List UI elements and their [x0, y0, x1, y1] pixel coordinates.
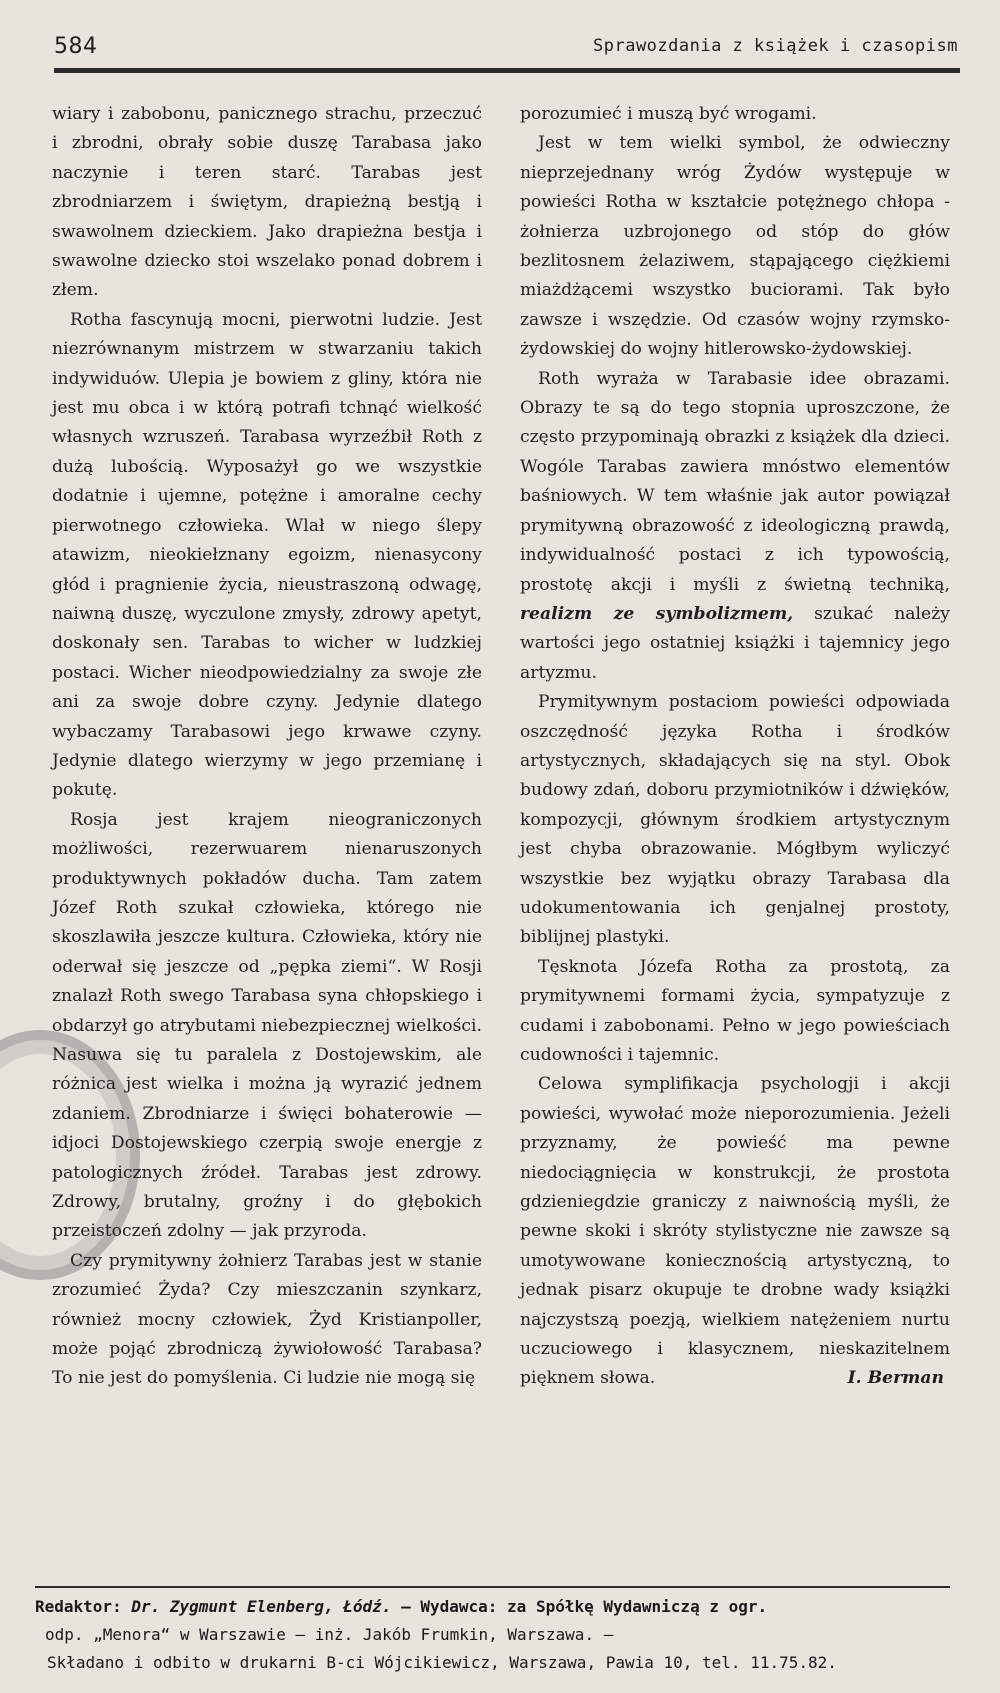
- paragraph: Prymitywnym postaciom powieści odpowiada oszczędność języka Rotha i środków artystycznych, składających się na styl. Obok budowy zdań, doboru przymiotników i dźwięków, kompozycji, głównym środkiem artystycznym jest chyba obrazowanie. Mógłbym wyliczyć wszystkie bez wyjątku obrazy Tarabasa dla udokumentowania ich genjalnej prostoty, biblijnej plastyki.: [520, 692, 950, 948]
- paragraph-text: szukać należy wartości jego ostatniej książki i tajemnicy jego artyzmu.: [520, 603, 950, 683]
- author-signature: I. Berman: [847, 1368, 944, 1389]
- paragraph: Rotha fascynują mocni, pierwotni ludzie. Jest niezrównanym mistrzem w stwarzaniu takich indywiduów. Ulepia je bowiem z gliny, która nie jest mu obca i w którą potrafi tchnąć wielkość własnych wzruszeń. Tarabasa wyrzeźbił Roth z dużą lubością. Wyposażył go we wszystkie dodatnie i ujemne, potężne i amoralne cechy pierwotnego człowieka. Wlał w niego ślepy atawizm, nieokiełznany egoizm, nienasycony głód i pragnienie życia, nieustraszoną odwagę, naiwną duszę, wyczulone zmysły, zdrowy apetyt, doskonały sen. Tarabas to wicher w ludzkiej postaci. Wicher nieodpowiedzialny za swoje złe ani za swoje dobre czyny. Jedynie dlatego wybaczamy Tarabasowi jego krwawe czyny. Jedynie dlatego wierzymy w jego przemianę i pokutę.: [52, 309, 482, 801]
- paragraph: Celowa symplifikacja psychologji i akcji powieści, wywołać może nieporozumienia. Jeżeli przyznamy, że powieść ma pewne niedociągnięcia w konstrukcji, że prostota gdzieniegdzie graniczy z naiwnością myśli, że pewne skoki i skróty stylistyczne nie zawsze są umotywowane koniecznością artystyczną, to jednak pisarz okupuje te drobne wady książki najczystszą poezją, wielkiem natężeniem nurtu uczuciowego i klasycznem, nieskazitelnem pięknem słowa.: [520, 1074, 950, 1389]
- paragraph: porozumieć i muszą być wrogami.: [520, 104, 817, 124]
- page-header: [54, 34, 958, 64]
- publisher-text: — Wydawca: za Spółkę Wydawniczą z ogr.: [401, 1597, 768, 1616]
- footer-line-printer: Składano i odbito w drukarni B-ci Wójcikiewicz, Warszawa, Pawia 10, tel. 11.75.82.: [47, 1653, 837, 1672]
- paragraph: Jest w tem wielki symbol, że odwieczny nieprzejednany wróg Żydów występuje w powieści Rotha w kształcie potężnego chłopa - żołnierza uzbrojonego od stóp do głów bezlitosnem żelaziwem, stąpającego ciężkiemi miażdżącemi wszystko buciorami. Tak było zawsze i wszędzie. Od czasów wojny rzymsko-żydowskiej do wojny hitlerowsko-żydowskiej.: [520, 133, 950, 360]
- emphasis-text: realizm ze symbolizmem,: [520, 603, 794, 624]
- paragraph: Rosja jest krajem nieograniczonych możliwości, rezerwuarem nienaruszonych produktywnych pokładów ducha. Tam zatem Józef Roth szukał człowieka, którego nie skoszlawiła jeszcze kultura. Człowieka, który nie oderwał się jeszcze od „pępka ziemi“. W Rosji znalazł Roth swego Tarabasa syna chłopskiego i obdarzył go atrybutami niebezpiecznej wielkości. Nasuwa się tu paralela z Dostojewskim, ale różnica jest wielka i można ją wyrazić jednem zdaniem. Zbrodniarze i święci bohaterowie — idjoci Dostojewskiego czerpią swoje energje z patologicznych źródeł. Tarabas jest zdrowy. Zdrowy, brutalny, groźny i do głębokich przeistoczeń zdolny — jak przyroda.: [52, 809, 482, 1242]
- running-head: Sprawozdania z książek i czasopism: [593, 36, 958, 56]
- paragraph: Czy prymitywny żołnierz Tarabas jest w stanie zrozumieć Żyda? Czy mieszczanin szynkarz, również mocny człowiek, Żyd Kristianpoller, może pojąć zbrodniczą żywiołowość Tarabasa? To nie jest do pomyślenia. Ci ludzie nie mogą się: [52, 1250, 482, 1389]
- paragraph: Tęsknota Józefa Rotha za prostotą, za prymitywnemi formami życia, sympatyzuje z cudami i zabobonami. Pełno w jego powieściach cudowności i tajemnic.: [520, 956, 950, 1065]
- left-column: [52, 100, 482, 1394]
- footer-line-publisher: odp. „Menora“ w Warszawie — inż. Jakób Frumkin, Warszawa. —: [45, 1625, 614, 1644]
- header-rule: [54, 68, 960, 73]
- paragraph: wiary i zabobonu, panicznego strachu, przeczuć i zbrodni, obrały sobie duszę Tarabasa jako naczynie i teren starć. Tarabas jest zbrodniarzem i świętym, drapieżną bestją i swawolnem dzieckiem. Jako drapieżna bestja i swawolne dziecko stoi wszelako ponad dobrem i złem.: [52, 104, 482, 301]
- page-number: 584: [54, 34, 98, 59]
- imprint-footer: [35, 1593, 950, 1677]
- footer-rule: [35, 1586, 950, 1588]
- paragraph-text: Roth wyraża w Tarabasie idee obrazami. Obrazy te są do tego stopnia uproszczone, że często przypominają obrazki z książek dla dzieci. Wogóle Tarabas zawiera mnóstwo elementów baśniowych. W tem właśnie jak autor powiązał prymitywną obrazowość z ideologiczną prawdą, indywidualność postaci z ich typowością, prostotę akcji i myśli z świetną techniką,: [520, 368, 950, 595]
- right-column: [520, 100, 950, 1394]
- editor-name: Dr. Zygmunt Elenberg, Łódź.: [131, 1597, 392, 1616]
- editor-label: Redaktor:: [35, 1597, 122, 1616]
- footer-line-editor: [35, 1593, 950, 1621]
- paragraph: [520, 365, 950, 688]
